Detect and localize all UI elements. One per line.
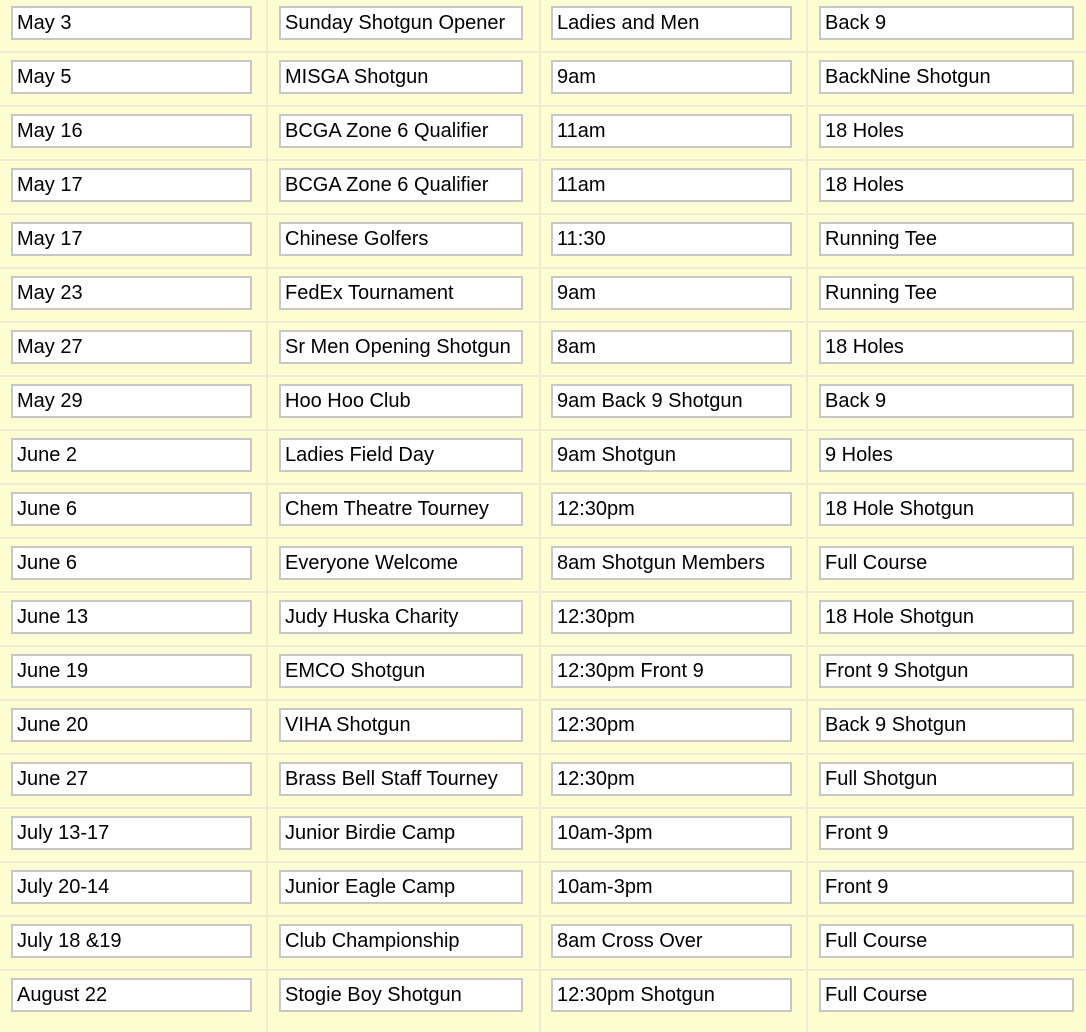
event-cell	[279, 222, 523, 256]
format-cell	[819, 816, 1074, 850]
format-field[interactable]	[821, 62, 1072, 92]
table-row	[0, 755, 1086, 807]
time-field[interactable]	[553, 170, 790, 200]
time-cell	[551, 384, 792, 418]
time-cell	[551, 762, 792, 796]
event-cell	[279, 438, 523, 472]
time-cell	[551, 600, 792, 634]
date-cell	[11, 600, 252, 634]
event-field[interactable]	[281, 332, 521, 362]
date-field[interactable]	[13, 980, 250, 1010]
format-field[interactable]	[821, 818, 1072, 848]
format-field[interactable]	[821, 710, 1072, 740]
event-field[interactable]	[281, 764, 521, 794]
format-cell	[819, 924, 1074, 958]
date-field[interactable]	[13, 278, 250, 308]
table-row	[0, 701, 1086, 753]
time-cell	[551, 60, 792, 94]
date-field[interactable]	[13, 710, 250, 740]
table-row	[0, 917, 1086, 969]
format-cell	[819, 546, 1074, 580]
event-cell	[279, 492, 523, 526]
time-cell	[551, 816, 792, 850]
table-row	[0, 161, 1086, 213]
table-row	[0, 377, 1086, 429]
format-cell	[819, 276, 1074, 310]
time-cell	[551, 438, 792, 472]
date-field[interactable]	[13, 494, 250, 524]
event-field[interactable]	[281, 602, 521, 632]
date-field[interactable]	[13, 8, 250, 38]
event-field[interactable]	[281, 980, 521, 1010]
event-field[interactable]	[281, 278, 521, 308]
time-field[interactable]	[553, 602, 790, 632]
event-cell	[279, 654, 523, 688]
date-field[interactable]	[13, 170, 250, 200]
date-cell	[11, 276, 252, 310]
date-field[interactable]	[13, 548, 250, 578]
date-field[interactable]	[13, 332, 250, 362]
format-cell	[819, 654, 1074, 688]
date-field[interactable]	[13, 656, 250, 686]
time-field[interactable]	[553, 872, 790, 902]
time-field[interactable]	[553, 386, 790, 416]
format-cell	[819, 384, 1074, 418]
format-cell	[819, 6, 1074, 40]
date-field[interactable]	[13, 926, 250, 956]
date-cell	[11, 222, 252, 256]
date-field[interactable]	[13, 440, 250, 470]
event-field[interactable]	[281, 710, 521, 740]
time-field[interactable]	[553, 656, 790, 686]
table-row	[0, 269, 1086, 321]
format-field[interactable]	[821, 8, 1072, 38]
format-field[interactable]	[821, 656, 1072, 686]
event-field[interactable]	[281, 818, 521, 848]
table-row	[0, 593, 1086, 645]
event-field[interactable]	[281, 872, 521, 902]
format-cell	[819, 978, 1074, 1012]
time-field[interactable]	[553, 332, 790, 362]
event-cell	[279, 168, 523, 202]
format-cell	[819, 60, 1074, 94]
format-cell	[819, 438, 1074, 472]
table-row	[0, 485, 1086, 537]
date-cell	[11, 708, 252, 742]
time-cell	[551, 6, 792, 40]
event-cell	[279, 816, 523, 850]
date-field[interactable]	[13, 818, 250, 848]
format-field[interactable]	[821, 602, 1072, 632]
time-field[interactable]	[553, 764, 790, 794]
date-cell	[11, 978, 252, 1012]
time-field[interactable]	[553, 440, 790, 470]
table-row	[0, 107, 1086, 159]
date-cell	[11, 330, 252, 364]
event-cell	[279, 762, 523, 796]
event-field[interactable]	[281, 116, 521, 146]
event-cell	[279, 114, 523, 148]
date-field[interactable]	[13, 62, 250, 92]
format-cell	[819, 708, 1074, 742]
date-cell	[11, 60, 252, 94]
event-cell	[279, 978, 523, 1012]
time-cell	[551, 168, 792, 202]
format-cell	[819, 600, 1074, 634]
date-field[interactable]	[13, 224, 250, 254]
date-cell	[11, 870, 252, 904]
time-field[interactable]	[553, 224, 790, 254]
date-cell	[11, 816, 252, 850]
table-row	[0, 539, 1086, 591]
format-cell	[819, 492, 1074, 526]
table-row	[0, 647, 1086, 699]
format-cell	[819, 168, 1074, 202]
time-field[interactable]	[553, 8, 790, 38]
format-field[interactable]	[821, 116, 1072, 146]
table-row	[0, 323, 1086, 375]
event-cell	[279, 708, 523, 742]
table-row	[0, 809, 1086, 861]
date-cell	[11, 168, 252, 202]
date-cell	[11, 924, 252, 958]
time-field[interactable]	[553, 116, 790, 146]
event-cell	[279, 6, 523, 40]
format-cell	[819, 870, 1074, 904]
date-cell	[11, 654, 252, 688]
time-cell	[551, 870, 792, 904]
event-field[interactable]	[281, 656, 521, 686]
time-cell	[551, 492, 792, 526]
date-cell	[11, 384, 252, 418]
date-cell	[11, 438, 252, 472]
event-cell	[279, 60, 523, 94]
time-cell	[551, 708, 792, 742]
event-field[interactable]	[281, 224, 521, 254]
time-cell	[551, 276, 792, 310]
table-row	[0, 971, 1086, 1023]
date-cell	[11, 546, 252, 580]
time-field[interactable]	[553, 980, 790, 1010]
date-field[interactable]	[13, 872, 250, 902]
format-field[interactable]	[821, 872, 1072, 902]
event-cell	[279, 870, 523, 904]
format-field[interactable]	[821, 548, 1072, 578]
time-cell	[551, 654, 792, 688]
date-cell	[11, 114, 252, 148]
date-cell	[11, 762, 252, 796]
format-field[interactable]	[821, 926, 1072, 956]
time-cell	[551, 978, 792, 1012]
time-cell	[551, 546, 792, 580]
event-field[interactable]	[281, 386, 521, 416]
time-cell	[551, 114, 792, 148]
date-cell	[11, 6, 252, 40]
time-field[interactable]	[553, 278, 790, 308]
time-cell	[551, 222, 792, 256]
format-field[interactable]	[821, 980, 1072, 1010]
time-field[interactable]	[553, 62, 790, 92]
time-field[interactable]	[553, 926, 790, 956]
event-cell	[279, 384, 523, 418]
table-row	[0, 53, 1086, 105]
format-field[interactable]	[821, 386, 1072, 416]
format-field[interactable]	[821, 494, 1072, 524]
event-field[interactable]	[281, 440, 521, 470]
event-field[interactable]	[281, 926, 521, 956]
table-row	[0, 863, 1086, 915]
table-row	[0, 215, 1086, 267]
date-field[interactable]	[13, 116, 250, 146]
table-row	[0, 431, 1086, 483]
event-cell	[279, 600, 523, 634]
date-field[interactable]	[13, 764, 250, 794]
event-cell	[279, 546, 523, 580]
format-field[interactable]	[821, 278, 1072, 308]
date-field[interactable]	[13, 386, 250, 416]
event-field[interactable]	[281, 62, 521, 92]
event-field[interactable]	[281, 8, 521, 38]
format-field[interactable]	[821, 224, 1072, 254]
format-cell	[819, 330, 1074, 364]
event-field[interactable]	[281, 548, 521, 578]
event-field[interactable]	[281, 494, 521, 524]
event-cell	[279, 924, 523, 958]
format-cell	[819, 114, 1074, 148]
time-cell	[551, 924, 792, 958]
format-field[interactable]	[821, 332, 1072, 362]
format-field[interactable]	[821, 764, 1072, 794]
time-field[interactable]	[553, 494, 790, 524]
time-cell	[551, 330, 792, 364]
date-cell	[11, 492, 252, 526]
format-cell	[819, 762, 1074, 796]
time-field[interactable]	[553, 710, 790, 740]
format-cell	[819, 222, 1074, 256]
format-field[interactable]	[821, 440, 1072, 470]
time-field[interactable]	[553, 548, 790, 578]
date-field[interactable]	[13, 602, 250, 632]
event-cell	[279, 330, 523, 364]
time-field[interactable]	[553, 818, 790, 848]
event-cell	[279, 276, 523, 310]
format-field[interactable]	[821, 170, 1072, 200]
event-field[interactable]	[281, 170, 521, 200]
table-row	[0, 0, 1086, 51]
